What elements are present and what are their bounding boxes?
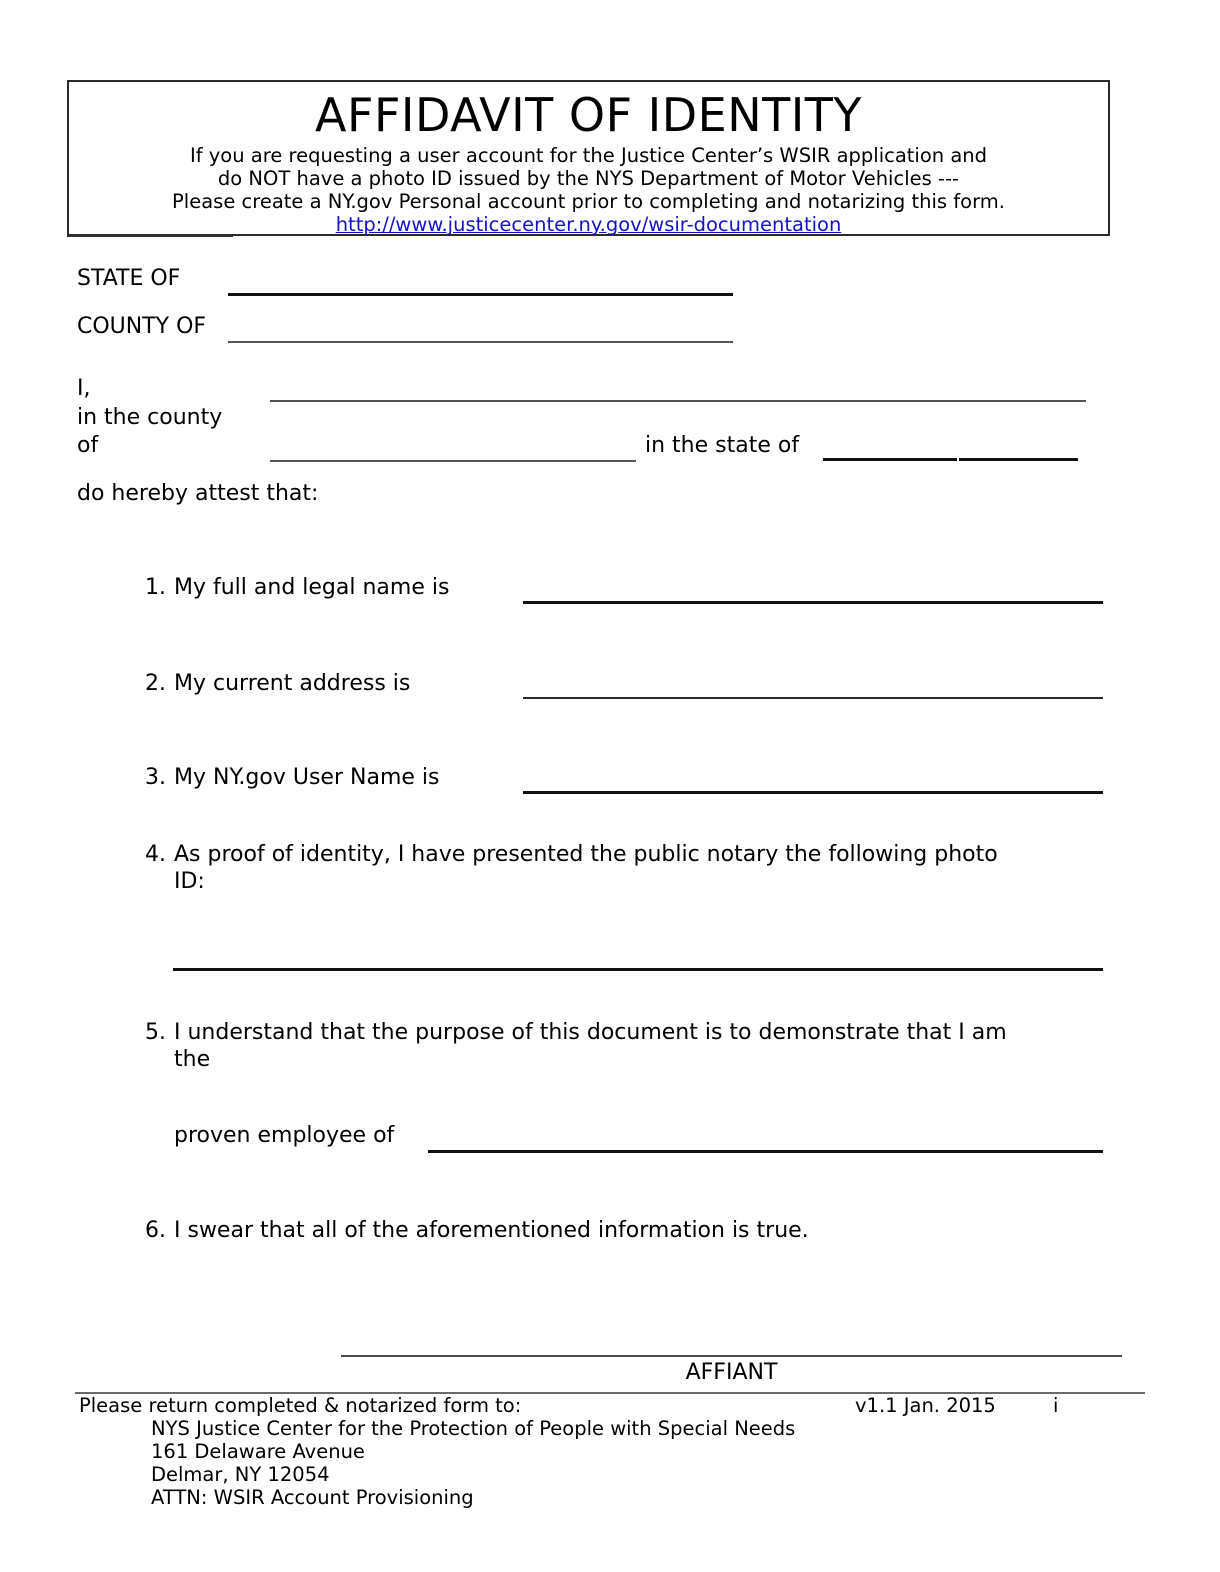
- nygov-username-input-line[interactable]: [523, 791, 1103, 794]
- county-of-label: COUNTY OF: [77, 314, 207, 339]
- state-input-line-part2[interactable]: [959, 458, 1078, 461]
- list-item-number: 1.: [145, 575, 166, 600]
- current-address-input-line[interactable]: [523, 697, 1103, 699]
- footer-version: v1.1 Jan. 2015: [855, 1394, 996, 1417]
- title-box: [67, 80, 1110, 236]
- affiant-label: AFFIANT: [685, 1360, 778, 1385]
- list-item-text: My full and legal name is: [174, 575, 450, 600]
- list-item-text-cont: the: [174, 1047, 211, 1072]
- list-item-number: 6.: [145, 1218, 166, 1243]
- title-box-under-rule: [67, 234, 233, 237]
- footer-attn: ATTN: WSIR Account Provisioning: [151, 1486, 474, 1509]
- county-of-input-line[interactable]: [228, 341, 733, 343]
- footer-citystatezip: Delmar, NY 12054: [151, 1463, 330, 1486]
- list-item-text-cont: ID:: [174, 869, 205, 894]
- affiant-signature-line[interactable]: [341, 1355, 1122, 1357]
- list-item-number: 2.: [145, 671, 166, 696]
- list-item-text: As proof of identity, I have presented the public notary the following photo: [174, 842, 998, 867]
- photo-id-input-line[interactable]: [173, 968, 1103, 971]
- list-item-text: My NY.gov User Name is: [174, 765, 440, 790]
- in-the-state-of-label: in the state of: [645, 433, 800, 458]
- affiant-name-label: I,: [77, 376, 91, 401]
- state-of-label: STATE OF: [77, 266, 181, 291]
- list-item-number: 5.: [145, 1020, 166, 1045]
- list-item-text: I understand that the purpose of this document is to demonstrate that I am: [174, 1020, 1007, 1045]
- list-item-text: My current address is: [174, 671, 411, 696]
- in-the-county-label: in the county: [77, 405, 223, 430]
- list-item-number: 4.: [145, 842, 166, 867]
- full-name-input-line[interactable]: [523, 601, 1103, 604]
- proven-employee-of-label: proven employee of: [174, 1123, 395, 1148]
- employer-input-line[interactable]: [428, 1150, 1103, 1153]
- footer-org: NYS Justice Center for the Protection of People with Special Needs: [151, 1417, 796, 1440]
- header-subtitle-line-2: do NOT have a photo ID issued by the NYS Department of Motor Vehicles ---: [217, 167, 960, 190]
- header-subtitle-line-1: If you are requesting a user account for the Justice Center’s WSIR application and: [189, 144, 988, 167]
- state-of-input-line[interactable]: [228, 293, 733, 296]
- state-input-line-part1[interactable]: [823, 458, 957, 461]
- footer-page-marker: i: [1053, 1394, 1059, 1417]
- attest-label: do hereby attest that:: [77, 481, 319, 506]
- footer-return-label: Please return completed & notarized form to:: [79, 1394, 522, 1417]
- list-item-number: 3.: [145, 765, 166, 790]
- header-subtitle-line-3: Please create a NY.gov Personal account prior to completing and notarizing this form.: [172, 190, 1005, 213]
- footer-street: 161 Delaware Avenue: [151, 1440, 365, 1463]
- of-label: of: [77, 433, 99, 458]
- affiant-name-input-line[interactable]: [270, 400, 1086, 402]
- page-title: AFFIDAVIT OF IDENTITY: [315, 88, 862, 142]
- documentation-link[interactable]: http://www.justicecenter.ny.gov/wsir-documentation: [335, 213, 842, 236]
- county-input-line[interactable]: [270, 460, 636, 462]
- list-item-text: I swear that all of the aforementioned information is true.: [174, 1218, 809, 1243]
